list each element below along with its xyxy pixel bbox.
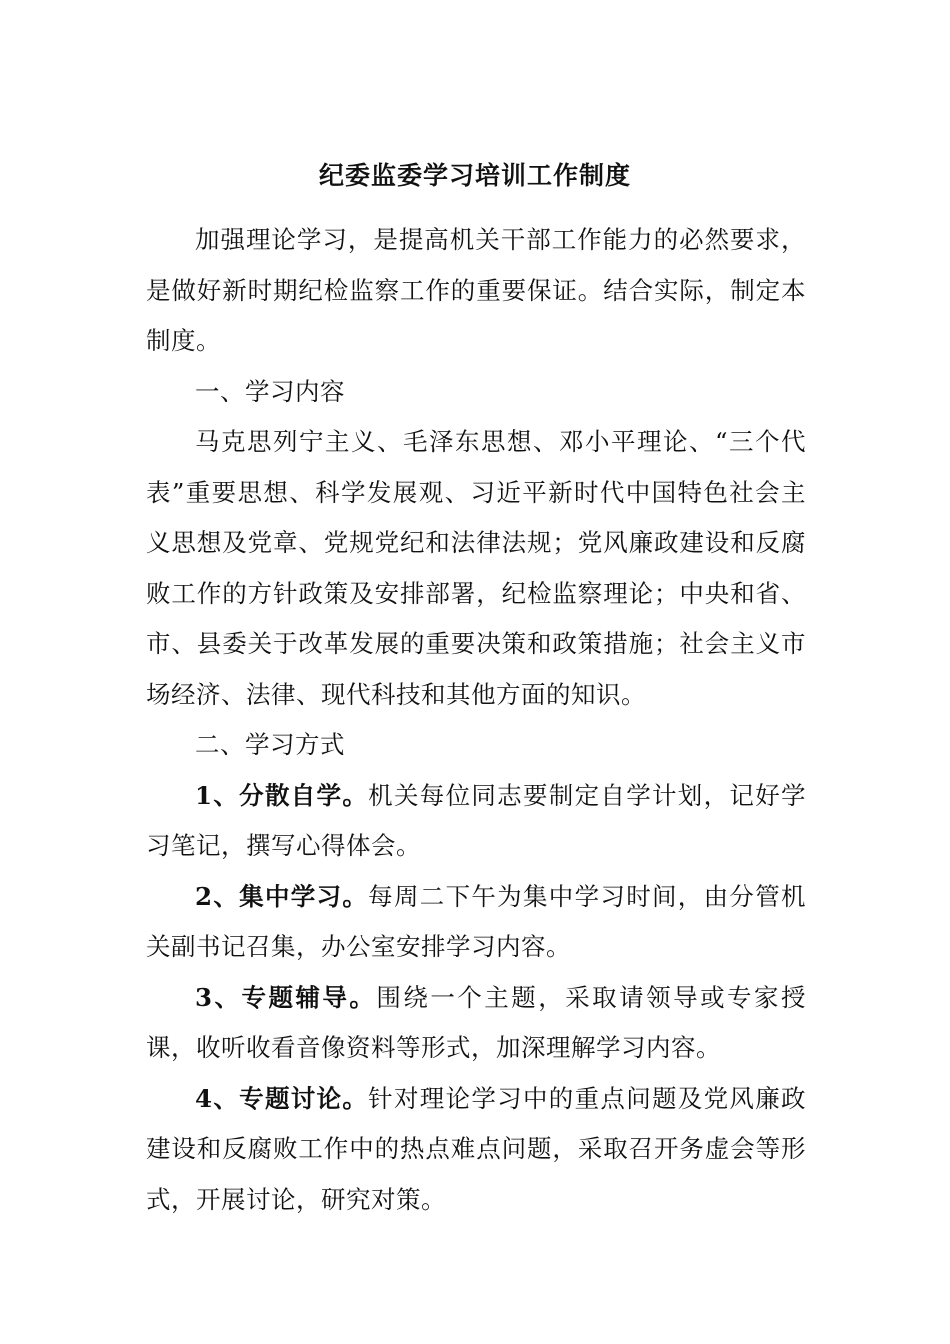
method-item-label: 1、分散自学。 xyxy=(195,780,369,810)
section-heading-methods: 二、学习方式 xyxy=(195,730,345,759)
method-item xyxy=(146,872,806,973)
method-item-text: 机关每位同志要制定自学计划，记好学习笔记，撰写心得体会。 xyxy=(146,780,807,860)
method-item xyxy=(146,973,806,1074)
document-title: 纪委监委学习培训工作制度 xyxy=(318,161,631,190)
document-body xyxy=(146,215,806,1225)
section-heading-content: 一、学习内容 xyxy=(195,376,345,406)
method-item-text: 每周二下午为集中学习时间，由分管机关副书记召集，办公室安排学习内容。 xyxy=(146,881,807,961)
intro-paragraph: 加强理论学习，是提高机关干部工作能力的必然要求，是做好新时期纪检监察工作的重要保证。结合实际，制定本制度。 xyxy=(146,225,806,355)
section-content-paragraph: 马克思列宁主义、毛泽东思想、邓小平理论、“三个代表”重要思想、科学发展观、习近平新时代中国特色社会主义思想及党章、党规党纪和法律法规；党风廉政建设和反腐败工作的方针政策及安排部署，纪检监察理论；中央和省、市、县委关于改革发展的重要决策和政策措施；社会主义市场经济、法律、现代科技和其他方面的知识。 xyxy=(146,427,806,709)
method-item xyxy=(146,1074,806,1226)
method-item-label: 3、专题辅导。 xyxy=(195,982,377,1012)
method-item-text: 针对理论学习中的重点问题及党风廉政建设和反腐败工作中的热点难点问题，采取召开务虚会等形式，开展讨论，研究对策。 xyxy=(146,1083,807,1214)
method-item xyxy=(146,771,806,872)
method-item-text: 围绕一个主题，采取请领导或专家授课，收听收看音像资料等形式，加深理解学习内容。 xyxy=(146,982,807,1062)
method-item-label: 2、集中学习。 xyxy=(195,881,369,911)
method-item-label: 4、专题讨论。 xyxy=(195,1083,369,1113)
